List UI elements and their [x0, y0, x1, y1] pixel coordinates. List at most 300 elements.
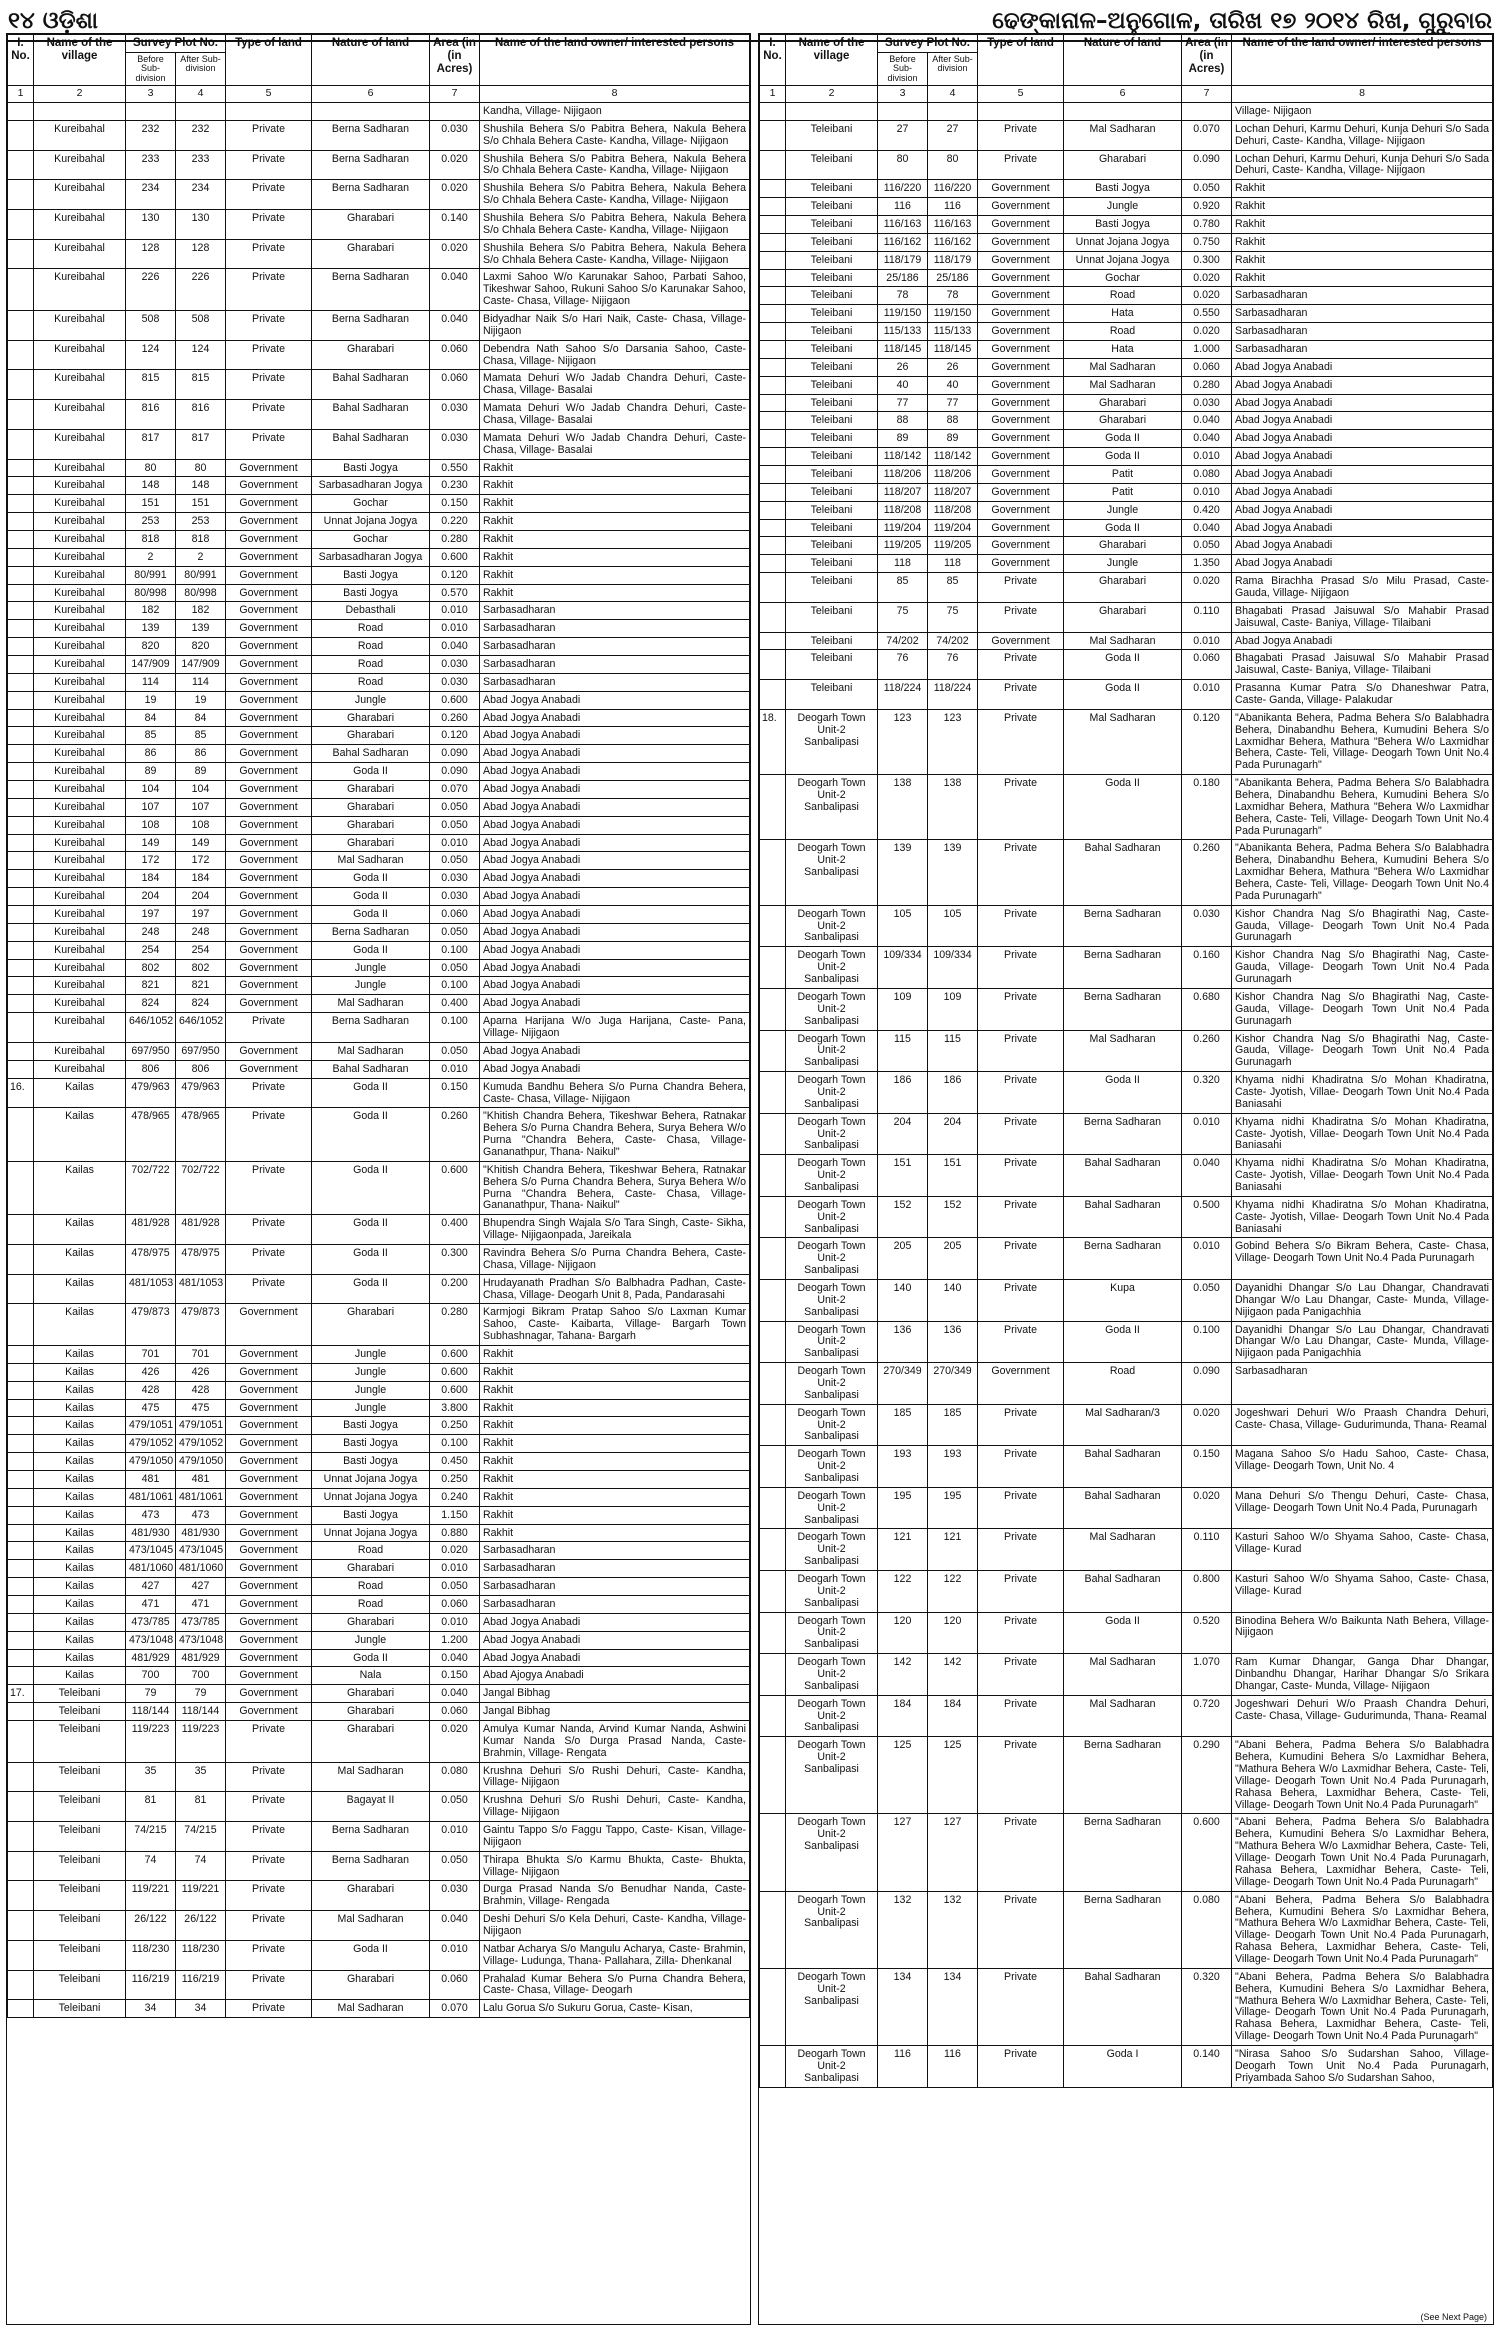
table-row	[760, 501, 1493, 519]
village-cell: Kureibahal	[34, 120, 126, 150]
village-name: Deogarh Town	[797, 1614, 866, 1627]
after-plot-cell: 116	[928, 2045, 978, 2087]
village-cell: Kureibahal	[34, 763, 126, 781]
table-row	[8, 548, 750, 566]
serial-cell	[8, 1596, 34, 1614]
before-plot-cell: 481/930	[126, 1524, 176, 1542]
owner-cell: Rakhit	[480, 1417, 750, 1435]
owner-cell: Magana Sahoo S/o Hadu Sahoo, Caste- Chasa, Village- Deogarh Town, Unit No. 4	[1232, 1446, 1493, 1488]
before-plot-cell: 115/133	[878, 323, 928, 341]
serial-cell	[8, 400, 34, 430]
serial-cell	[760, 947, 786, 989]
before-plot-cell: 184	[126, 870, 176, 888]
gazette-date-line: ଢେଙ୍କାନାଳ–ଅନୁଗୋଳ, ତାରିଖ ୧୭ ୨୦୧୪ ରିଖ, ଗୁରୁବାର	[992, 8, 1492, 34]
land-nature-cell: Gharabari	[312, 340, 430, 370]
area-cell: 0.090	[1182, 1363, 1232, 1405]
after-plot-cell: 80/991	[176, 566, 226, 584]
land-type-cell: Government	[978, 287, 1064, 305]
after-plot-cell: 184	[176, 870, 226, 888]
village-cell: Kureibahal	[34, 870, 126, 888]
land-nature-cell: Berna Sadharan	[1064, 988, 1182, 1030]
area-cell: 0.010	[1182, 680, 1232, 710]
table-row	[8, 1578, 750, 1596]
serial-cell	[760, 680, 786, 710]
serial-cell	[760, 1030, 786, 1072]
after-plot-cell: 821	[176, 977, 226, 995]
land-type-cell: Government	[226, 1470, 312, 1488]
before-plot-cell: 481/1060	[126, 1560, 176, 1578]
area-cell: 0.020	[430, 239, 480, 269]
after-plot-cell: 119/205	[928, 537, 978, 555]
before-plot-cell: 151	[126, 495, 176, 513]
header-owner: Name of the land owner/ interested persons	[1232, 35, 1493, 86]
table-row	[760, 555, 1493, 573]
area-cell: 0.020	[1182, 1487, 1232, 1529]
village-cell: Teleibani	[786, 305, 878, 323]
before-plot-cell: 121	[878, 1529, 928, 1571]
land-type-cell: Private	[226, 1078, 312, 1108]
after-plot-cell: 151	[176, 495, 226, 513]
before-plot-cell: 134	[878, 1968, 928, 2045]
table-row	[760, 233, 1493, 251]
owner-cell: Debendra Nath Sahoo S/o Darsania Sahoo, Caste- Chasa, Village- Nijigaon	[480, 340, 750, 370]
serial-cell	[760, 2045, 786, 2087]
serial-cell	[8, 150, 34, 180]
table-row	[760, 1529, 1493, 1571]
table-row	[8, 1613, 750, 1631]
owner-cell: Abad Jogya Anabadi	[480, 923, 750, 941]
village-cell: Kailas	[34, 1399, 126, 1417]
table-row	[8, 923, 750, 941]
area-cell: 0.100	[430, 1435, 480, 1453]
land-type-cell: Government	[226, 1524, 312, 1542]
land-nature-cell: Jungle	[1064, 198, 1182, 216]
before-plot-cell: 26	[878, 358, 928, 376]
land-type-cell: Private	[978, 1404, 1064, 1446]
village-unit: Unit-2 Sanbalipasi	[804, 961, 859, 986]
area-cell: 0.010	[1182, 1113, 1232, 1155]
area-cell: 0.260	[430, 1108, 480, 1161]
owner-cell: Rakhit	[480, 1435, 750, 1453]
after-plot-cell: 74/215	[176, 1822, 226, 1852]
after-plot-cell: 193	[928, 1446, 978, 1488]
village-name: Deogarh Town	[797, 1816, 866, 1829]
owner-cell: Abad Jogya Anabadi	[480, 691, 750, 709]
village-cell: Teleibani	[786, 680, 878, 710]
village-cell: Kailas	[34, 1345, 126, 1363]
area-cell: 0.120	[430, 566, 480, 584]
land-nature-cell: Unnat Jojana Jogya	[1064, 233, 1182, 251]
land-type-cell: Private	[978, 602, 1064, 632]
area-cell: 0.010	[430, 1560, 480, 1578]
village-unit: Unit-2 Sanbalipasi	[804, 1905, 859, 1930]
land-nature-cell: Goda II	[1064, 1612, 1182, 1654]
header-serial: I. No.	[8, 35, 34, 86]
serial-cell	[760, 555, 786, 573]
area-cell: 0.100	[430, 941, 480, 959]
land-nature-cell: Berna Sadharan	[312, 180, 430, 210]
land-type-cell: Government	[226, 977, 312, 995]
owner-cell: Abad Jogya Anabadi	[480, 1060, 750, 1078]
before-plot-cell: 79	[126, 1685, 176, 1703]
village-unit: Unit-2 Sanbalipasi	[804, 1828, 859, 1853]
area-cell: 0.400	[430, 1215, 480, 1245]
village-cell: Kailas	[34, 1108, 126, 1161]
village-cell	[786, 1321, 878, 1363]
village-unit: Unit-2 Sanbalipasi	[804, 1501, 859, 1526]
land-type-cell: Government	[226, 673, 312, 691]
village-cell	[786, 1612, 878, 1654]
land-nature-cell: Debasthali	[312, 602, 430, 620]
table-row	[8, 477, 750, 495]
village-cell: Teleibani	[786, 573, 878, 603]
village-cell: Kailas	[34, 1435, 126, 1453]
village-unit: Unit-2 Sanbalipasi	[804, 1709, 859, 1734]
area-cell: 0.090	[430, 763, 480, 781]
area-cell: 0.570	[430, 584, 480, 602]
area-cell: 0.040	[1182, 430, 1232, 448]
table-row	[8, 745, 750, 763]
land-type-cell: Private	[226, 310, 312, 340]
land-type-cell: Private	[226, 1215, 312, 1245]
table-row	[8, 906, 750, 924]
land-type-cell: Government	[226, 816, 312, 834]
before-plot-cell: 138	[878, 775, 928, 840]
area-cell: 0.200	[430, 1274, 480, 1304]
village-name: Deogarh Town	[797, 1489, 866, 1502]
serial-cell	[8, 1542, 34, 1560]
serial-cell	[8, 1399, 34, 1417]
area-cell: 0.600	[430, 1381, 480, 1399]
table-row	[760, 1571, 1493, 1613]
before-plot-cell: 479/963	[126, 1078, 176, 1108]
serial-cell	[8, 1560, 34, 1578]
area-cell: 0.520	[1182, 1612, 1232, 1654]
serial-cell	[760, 1529, 786, 1571]
area-cell: 0.040	[430, 269, 480, 311]
table-row	[760, 947, 1493, 989]
village-cell: Teleibani	[34, 1792, 126, 1822]
owner-cell: Sarbasadharan	[480, 1542, 750, 1560]
area-cell: 0.500	[1182, 1196, 1232, 1238]
land-type-cell: Private	[978, 1279, 1064, 1321]
village-cell	[786, 905, 878, 947]
before-plot-cell: 818	[126, 531, 176, 549]
before-plot-cell: 820	[126, 638, 176, 656]
area-cell: 0.050	[430, 816, 480, 834]
land-nature-cell: Road	[1064, 1363, 1182, 1405]
area-cell: 3.800	[430, 1399, 480, 1417]
owner-cell: Abad Jogya Anabadi	[480, 763, 750, 781]
village-cell: Kailas	[34, 1524, 126, 1542]
village-name: Deogarh Town	[797, 990, 866, 1003]
table-row	[760, 650, 1493, 680]
land-type-cell: Private	[978, 650, 1064, 680]
serial-cell	[8, 1667, 34, 1685]
after-plot-cell: 116	[928, 198, 978, 216]
land-type-cell: Government	[978, 340, 1064, 358]
land-type-cell: Private	[226, 209, 312, 239]
table-row	[8, 1161, 750, 1214]
after-plot-cell: 479/963	[176, 1078, 226, 1108]
after-plot-cell: 232	[176, 120, 226, 150]
table-row	[8, 1381, 750, 1399]
header-village: Name of the village	[786, 35, 878, 86]
village-cell	[786, 1196, 878, 1238]
owner-cell: Rakhit	[480, 1345, 750, 1363]
table-row	[760, 1363, 1493, 1405]
owner-cell: Rakhit	[480, 548, 750, 566]
land-nature-cell: Hata	[1064, 340, 1182, 358]
village-cell	[786, 840, 878, 905]
serial-cell	[8, 923, 34, 941]
table-row	[8, 429, 750, 459]
area-cell: 0.420	[1182, 501, 1232, 519]
after-plot-cell: 34	[176, 2000, 226, 2018]
owner-cell: Abad Jogya Anabadi	[480, 852, 750, 870]
before-plot-cell: 147/909	[126, 656, 176, 674]
serial-cell: 18.	[760, 709, 786, 774]
land-type-cell: Government	[226, 1703, 312, 1721]
area-cell: 0.800	[1182, 1571, 1232, 1613]
table-row	[8, 531, 750, 549]
village-unit: Unit-2 Sanbalipasi	[804, 1584, 859, 1609]
before-plot-cell: 40	[878, 376, 928, 394]
land-nature-cell: Basti Jogya	[312, 1417, 430, 1435]
land-nature-cell: Mal Sadharan	[1064, 358, 1182, 376]
village-cell	[786, 709, 878, 774]
village-cell: Kureibahal	[34, 1060, 126, 1078]
area-cell: 0.550	[430, 459, 480, 477]
land-type-cell: Private	[226, 239, 312, 269]
area-cell: 0.030	[430, 656, 480, 674]
village-unit: Unit-2 Sanbalipasi	[804, 1751, 859, 1776]
land-type-cell: Private	[978, 1571, 1064, 1613]
land-nature-cell: Gharabari	[312, 209, 430, 239]
land-nature-cell: Mal Sadharan	[1064, 120, 1182, 150]
village-name: Deogarh Town	[797, 711, 866, 724]
land-nature-cell: Unnat Jojana Jogya	[312, 1470, 430, 1488]
area-cell: 0.080	[430, 1762, 480, 1792]
area-cell: 0.140	[1182, 2045, 1232, 2087]
after-plot-cell: 125	[928, 1737, 978, 1814]
owner-cell: Rakhit	[1232, 269, 1493, 287]
before-plot-cell	[126, 102, 176, 120]
serial-cell	[8, 584, 34, 602]
serial-cell	[760, 1654, 786, 1696]
table-row	[760, 1814, 1493, 1891]
table-row	[8, 269, 750, 311]
area-cell: 1.350	[1182, 555, 1232, 573]
village-cell: Kailas	[34, 1161, 126, 1214]
serial-cell	[760, 305, 786, 323]
table-row	[8, 1940, 750, 1970]
land-nature-cell: Unnat Jojana Jogya	[312, 1524, 430, 1542]
table-row	[8, 1108, 750, 1161]
area-cell: 0.030	[430, 888, 480, 906]
serial-cell	[760, 632, 786, 650]
serial-cell	[8, 513, 34, 531]
land-type-cell: Private	[226, 400, 312, 430]
area-cell: 0.260	[1182, 1030, 1232, 1072]
owner-cell: Sarbasadharan	[480, 656, 750, 674]
village-cell: Kailas	[34, 1215, 126, 1245]
village-cell	[786, 947, 878, 989]
after-plot-cell: 234	[176, 180, 226, 210]
after-plot-cell: 27	[928, 120, 978, 150]
land-type-cell: Government	[226, 1506, 312, 1524]
area-cell: 0.230	[430, 477, 480, 495]
serial-cell	[8, 1435, 34, 1453]
village-cell: Teleibani	[786, 394, 878, 412]
village-cell: Kureibahal	[34, 781, 126, 799]
header-index: 4	[928, 86, 978, 103]
owner-cell: Rakhit	[480, 584, 750, 602]
village-cell: Kureibahal	[34, 745, 126, 763]
before-plot-cell: 34	[126, 2000, 176, 2018]
table-row	[8, 673, 750, 691]
before-plot-cell: 89	[126, 763, 176, 781]
after-plot-cell: 697/950	[176, 1042, 226, 1060]
land-type-cell: Private	[226, 1881, 312, 1911]
before-plot-cell: 116/219	[126, 1970, 176, 2000]
village-name: Deogarh Town	[797, 1032, 866, 1045]
owner-cell: Krushna Dehuri S/o Rushi Dehuri, Caste- Kandha, Village- Nijigaon	[480, 1792, 750, 1822]
owner-cell: Deshi Dehuri S/o Kela Dehuri, Caste- Kandha, Village- Nijigaon	[480, 1911, 750, 1941]
land-nature-cell: Goda II	[312, 763, 430, 781]
serial-cell	[8, 1940, 34, 1970]
area-cell: 0.600	[430, 691, 480, 709]
land-nature-cell: Bahal Sadharan	[312, 400, 430, 430]
before-plot-cell: 119/205	[878, 537, 928, 555]
land-type-cell: Government	[226, 1304, 312, 1346]
village-unit: Unit-2 Sanbalipasi	[804, 1002, 859, 1027]
area-cell: 0.050	[430, 1578, 480, 1596]
land-nature-cell: Berna Sadharan	[312, 120, 430, 150]
land-nature-cell: Gharabari	[1064, 150, 1182, 180]
area-cell: 0.780	[1182, 215, 1232, 233]
land-type-cell: Government	[226, 1542, 312, 1560]
village-unit: Unit-2 Sanbalipasi	[804, 1418, 859, 1443]
after-plot-cell: 109/334	[928, 947, 978, 989]
serial-cell	[760, 1072, 786, 1114]
serial-cell	[8, 269, 34, 311]
land-nature-cell: Gharabari	[312, 1304, 430, 1346]
land-type-cell: Private	[978, 150, 1064, 180]
serial-cell	[8, 1578, 34, 1596]
after-plot-cell: 136	[928, 1321, 978, 1363]
after-plot-cell: 25/186	[928, 269, 978, 287]
village-unit: Unit-2 Sanbalipasi	[804, 854, 859, 879]
land-nature-cell: Gharabari	[1064, 412, 1182, 430]
before-plot-cell: 2	[126, 548, 176, 566]
area-cell: 0.110	[1182, 602, 1232, 632]
land-type-cell: Private	[978, 905, 1064, 947]
serial-cell	[8, 656, 34, 674]
land-nature-cell: Road	[312, 638, 430, 656]
area-cell: 0.040	[430, 1911, 480, 1941]
area-cell: 1.150	[430, 1506, 480, 1524]
table-row	[760, 519, 1493, 537]
table-row	[8, 180, 750, 210]
owner-cell: Thirapa Bhukta S/o Karmu Bhukta, Caste- Bhukta, Village- Nijigaon	[480, 1851, 750, 1881]
land-type-cell: Private	[226, 1851, 312, 1881]
after-plot-cell: 508	[176, 310, 226, 340]
after-plot-cell: 19	[176, 691, 226, 709]
area-cell: 0.250	[430, 1417, 480, 1435]
village-name: Deogarh Town	[797, 1240, 866, 1253]
land-type-cell: Government	[978, 1363, 1064, 1405]
serial-cell	[760, 251, 786, 269]
table-row	[760, 1030, 1493, 1072]
area-cell: 0.150	[430, 1078, 480, 1108]
village-cell: Kailas	[34, 1613, 126, 1631]
land-type-cell: Private	[978, 1814, 1064, 1891]
area-cell	[1182, 102, 1232, 120]
land-nature-cell: Berna Sadharan	[1064, 1238, 1182, 1280]
serial-cell	[760, 465, 786, 483]
table-row	[8, 620, 750, 638]
after-plot-cell: 119/223	[176, 1721, 226, 1763]
after-plot-cell: 478/965	[176, 1108, 226, 1161]
after-plot-cell: 115	[928, 1030, 978, 1072]
serial-cell: 16.	[8, 1078, 34, 1108]
after-plot-cell: 802	[176, 959, 226, 977]
village-cell: Kureibahal	[34, 1013, 126, 1043]
area-cell: 0.100	[430, 977, 480, 995]
serial-cell	[8, 1345, 34, 1363]
before-plot-cell: 116/220	[878, 180, 928, 198]
land-nature-cell: Bagayat II	[312, 1792, 430, 1822]
village-unit: Unit-2 Sanbalipasi	[804, 789, 859, 813]
land-type-cell: Government	[226, 1649, 312, 1667]
after-plot-cell: 104	[176, 781, 226, 799]
header-nature: Nature of land	[1064, 35, 1182, 86]
land-type-cell: Government	[226, 1560, 312, 1578]
village-cell: Kureibahal	[34, 310, 126, 340]
after-plot-cell: 80	[176, 459, 226, 477]
header-index: 5	[978, 86, 1064, 103]
village-cell	[786, 1814, 878, 1891]
land-type-cell	[226, 102, 312, 120]
land-nature-cell: Goda II	[312, 1940, 430, 1970]
owner-cell: Khyama nidhi Khadiratna S/o Mohan Khadiratna, Caste- Jyotish, Villae- Deogarh Town Unit No.4 Pada Baniasahi	[1232, 1155, 1493, 1197]
area-cell: 0.060	[1182, 358, 1232, 376]
owner-cell: Rakhit	[480, 1453, 750, 1471]
table-row	[8, 941, 750, 959]
land-nature-cell: Goda II	[312, 1274, 430, 1304]
owner-cell: "Abani Behera, Padma Behera S/o Balabhadra Behera, Kumudini Behera S/o Laxmidhar Behera, "Mathura Behera W/o Laxmidhar Behera, Caste- Teli, Village- Deogarh Town Unit No.4 Pada Purunagarh, Rahasa Behera, Laxmidhar Behera, Caste- Teli, Village- Deogarh Town Unit No.4 Pada Purunagarh"	[1232, 1814, 1493, 1891]
serial-cell	[8, 852, 34, 870]
owner-cell: Abad Jogya Anabadi	[480, 870, 750, 888]
table-row	[760, 1279, 1493, 1321]
area-cell: 0.450	[430, 1453, 480, 1471]
village-name: Deogarh Town	[797, 1198, 866, 1211]
before-plot-cell: 172	[126, 852, 176, 870]
owner-cell: Mana Dehuri S/o Thengu Dehuri, Caste- Chasa, Village- Deogarh Town Unit No.4 Pada, Purunagarh	[1232, 1487, 1493, 1529]
land-type-cell: Private	[226, 1940, 312, 1970]
after-plot-cell: 85	[176, 727, 226, 745]
land-nature-cell: Bahal Sadharan	[1064, 840, 1182, 905]
before-plot-cell: 80	[878, 150, 928, 180]
land-nature-cell: Goda II	[1064, 430, 1182, 448]
after-plot-cell: 197	[176, 906, 226, 924]
village-cell: Kailas	[34, 1274, 126, 1304]
area-cell: 0.040	[1182, 412, 1232, 430]
before-plot-cell: 802	[126, 959, 176, 977]
owner-cell: Sarbasadharan	[480, 638, 750, 656]
village-cell: Kailas	[34, 1078, 126, 1108]
